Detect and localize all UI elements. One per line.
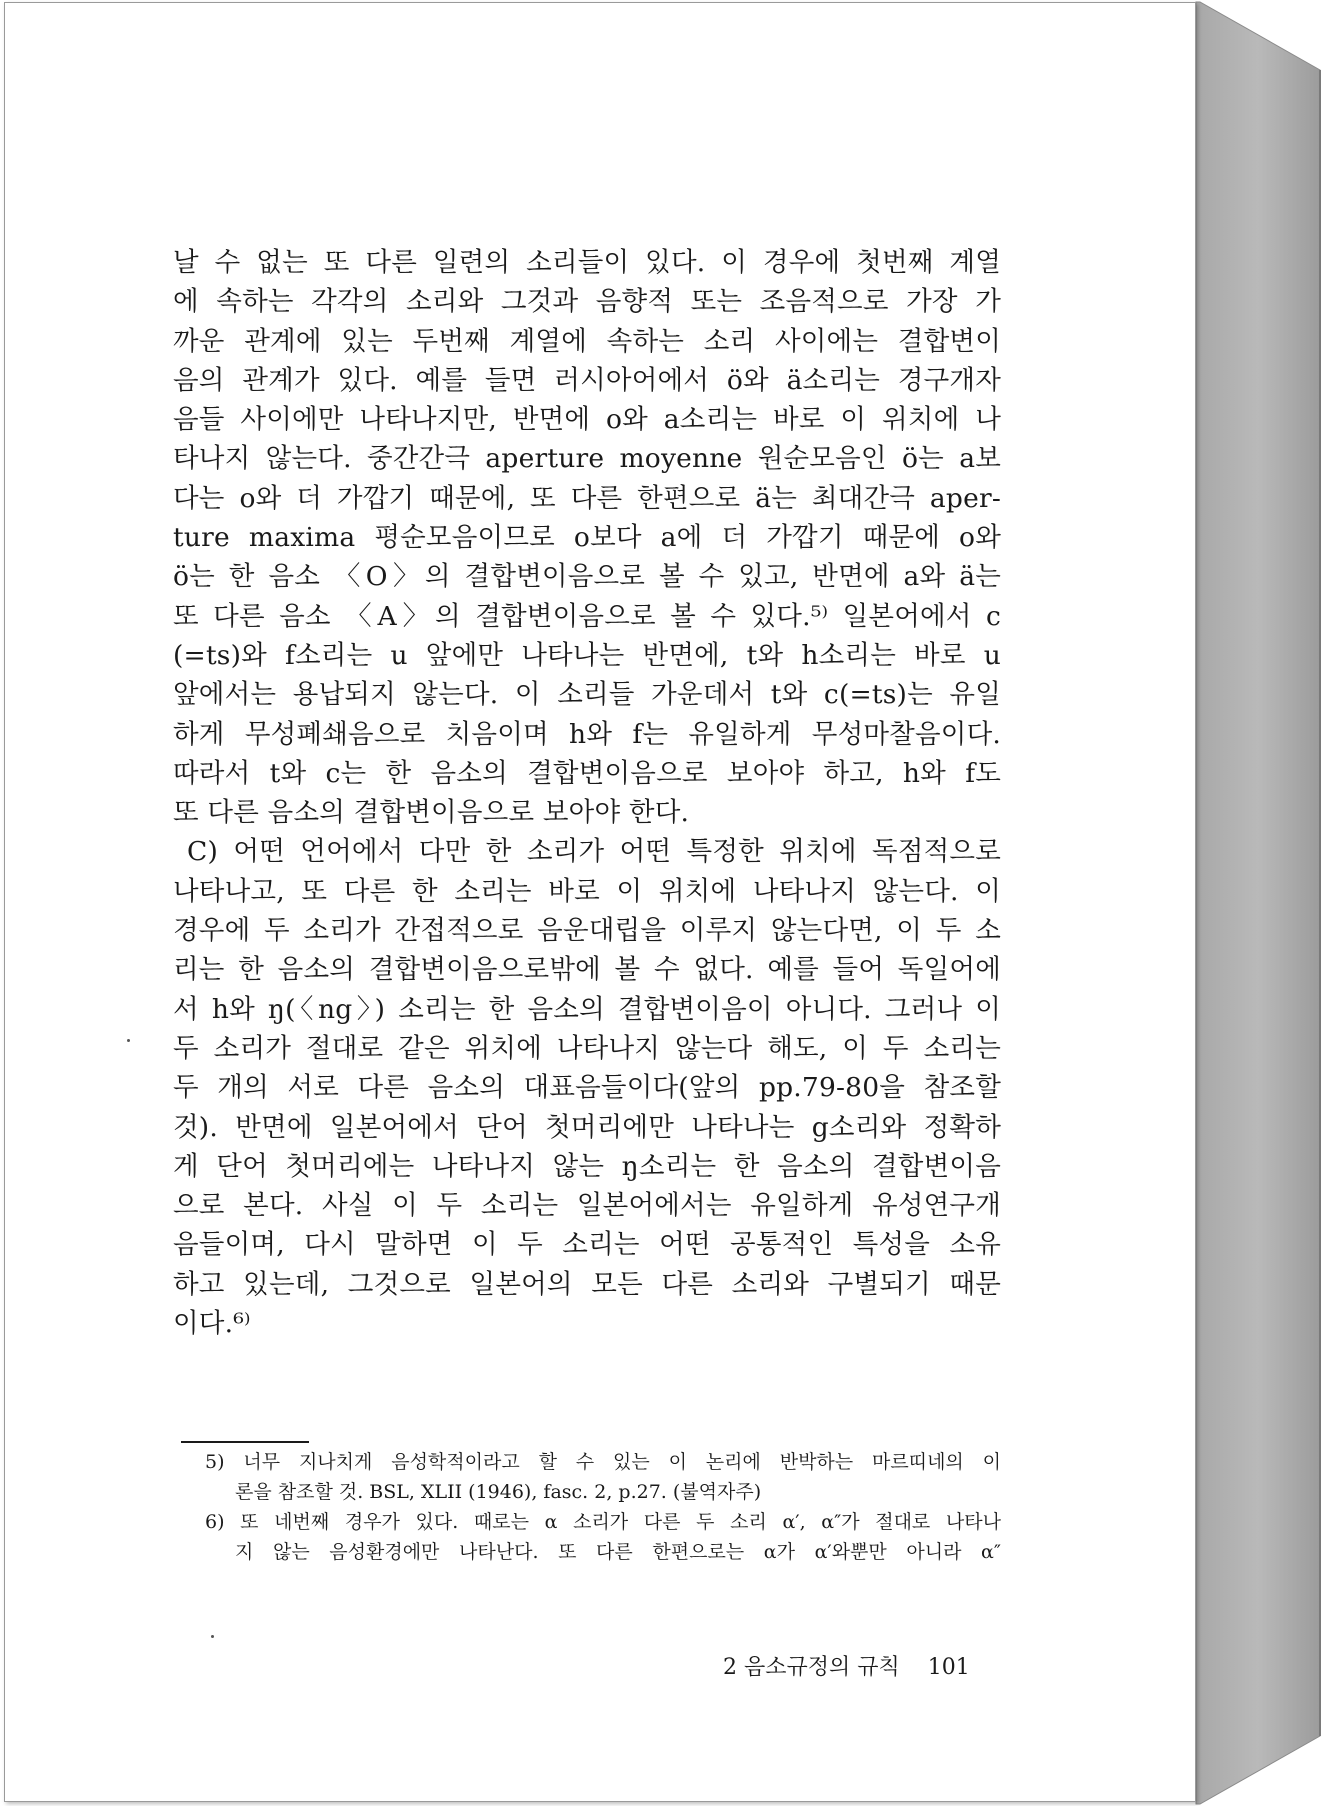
body-text <box>173 243 1001 1343</box>
chapter-title: 2 음소규정의 규칙 <box>723 1655 900 1680</box>
text-line: 따라서 t와 c는 한 음소의 결합변이음으로 보아야 하고, h와 f도 <box>173 757 1001 789</box>
footnotes <box>205 1447 1001 1567</box>
text-line: ture maxima 평순모음이므로 o보다 a에 더 가깝기 때문에 o와 <box>173 522 1001 554</box>
text-line: 하고 있는데, 그것으로 일본어의 모든 다른 소리와 구별되기 때문 <box>173 1268 1001 1300</box>
text-line: 게 단어 첫머리에는 나타나지 않는 ŋ소리는 한 음소의 결합변이음 <box>173 1150 1001 1182</box>
text-line: 또 다른 음소의 결합변이음으로 보아야 한다. <box>173 797 690 829</box>
text-line: 앞에서는 용납되지 않는다. 이 소리들 가운데서 t와 c(=ts)는 유일 <box>173 679 1001 711</box>
scan-speck <box>127 1039 130 1042</box>
text-line: 경우에 두 소리가 간접적으로 음운대립을 이루지 않는다면, 이 두 소 <box>173 915 1001 947</box>
page-number: 101 <box>927 1655 970 1680</box>
text-line: 이다.⁶⁾ <box>173 1308 251 1340</box>
footnote-line: 5) 너무 지나치게 음성학적이라고 할 수 있는 이 논리에 반박하는 마르띠네의 이 <box>205 1451 1001 1473</box>
text-line: 두 소리가 절대로 같은 위치에 나타나지 않는다 해도, 이 두 소리는 <box>173 1032 1001 1064</box>
text-line: 타나지 않는다. 중간간극 aperture moyenne 원순모음인 ö는 a보 <box>173 443 1001 475</box>
text-line: 리는 한 음소의 결합변이음으로밖에 볼 수 없다. 예를 들어 독일어에 <box>173 954 1001 986</box>
footnote-line: 6) 또 네번째 경우가 있다. 때로는 α 소리가 다른 두 소리 α′, α″가 절대로 나타나 <box>205 1511 1001 1533</box>
text-line: 음들이며, 다시 말하면 이 두 소리는 어떤 공통적인 특성을 소유 <box>173 1229 1001 1261</box>
footnote-divider <box>181 1441 309 1443</box>
text-line: 나타나고, 또 다른 한 소리는 바로 이 위치에 나타나지 않는다. 이 <box>173 875 1001 907</box>
text-line: 날 수 없는 또 다른 일련의 소리들이 있다. 이 경우에 첫번째 계열 <box>173 247 1001 278</box>
text-line: 음의 관계가 있다. 예를 들면 러시아어에서 ö와 ä소리는 경구개자 <box>173 364 1001 396</box>
text-line: 것). 반면에 일본어에서 단어 첫머리에만 나타나는 g소리와 정확하 <box>173 1111 1001 1143</box>
text-line: 음들 사이에만 나타나지만, 반면에 o와 a소리는 바로 이 위치에 나 <box>173 404 1001 436</box>
footnote-line: 론을 참조할 것. BSL, XLII (1946), fasc. 2, p.27. (불역자주) <box>235 1481 762 1503</box>
book-page <box>4 2 1196 1802</box>
text-line: ö는 한 음소 〈O〉의 결합변이음으로 볼 수 있고, 반면에 a와 ä는 <box>173 561 1001 593</box>
running-footer <box>723 1650 970 1681</box>
scan-speck <box>211 1635 214 1638</box>
text-line: 에 속하는 각각의 소리와 그것과 음향적 또는 조음적으로 가장 가 <box>173 286 1001 318</box>
text-line: 다는 o와 더 가깝기 때문에, 또 다른 한편으로 ä는 최대간극 aper- <box>173 482 1001 514</box>
text-line: 두 개의 서로 다른 음소의 대표음들이다(앞의 pp.79-80을 참조할 <box>173 1072 1001 1104</box>
text-line: 또 다른 음소 〈A〉의 결합변이음으로 볼 수 있다.⁵⁾ 일본어에서 c <box>173 600 1001 632</box>
text-line: 으로 본다. 사실 이 두 소리는 일본어에서는 유일하게 유성연구개 <box>173 1190 1001 1222</box>
text-line: C) 어떤 언어에서 다만 한 소리가 어떤 특정한 위치에 독점적으로 <box>187 836 1001 868</box>
text-line: 하게 무성폐쇄음으로 치음이며 h와 f는 유일하게 무성마찰음이다. <box>173 718 1001 750</box>
text-line: 서 h와 ŋ(〈ng〉) 소리는 한 음소의 결합변이음이 아니다. 그러나 이 <box>173 993 1001 1025</box>
text-line: (=ts)와 f소리는 u 앞에만 나타나는 반면에, t와 h소리는 바로 u <box>173 639 1001 671</box>
text-line: 까운 관계에 있는 두번째 계열에 속하는 소리 사이에는 결합변이 <box>173 325 1001 357</box>
footnote-line: 지 않는 음성환경에만 나타난다. 또 다른 한편으로는 α가 α′와뿐만 아니라 α″ <box>235 1541 1001 1563</box>
